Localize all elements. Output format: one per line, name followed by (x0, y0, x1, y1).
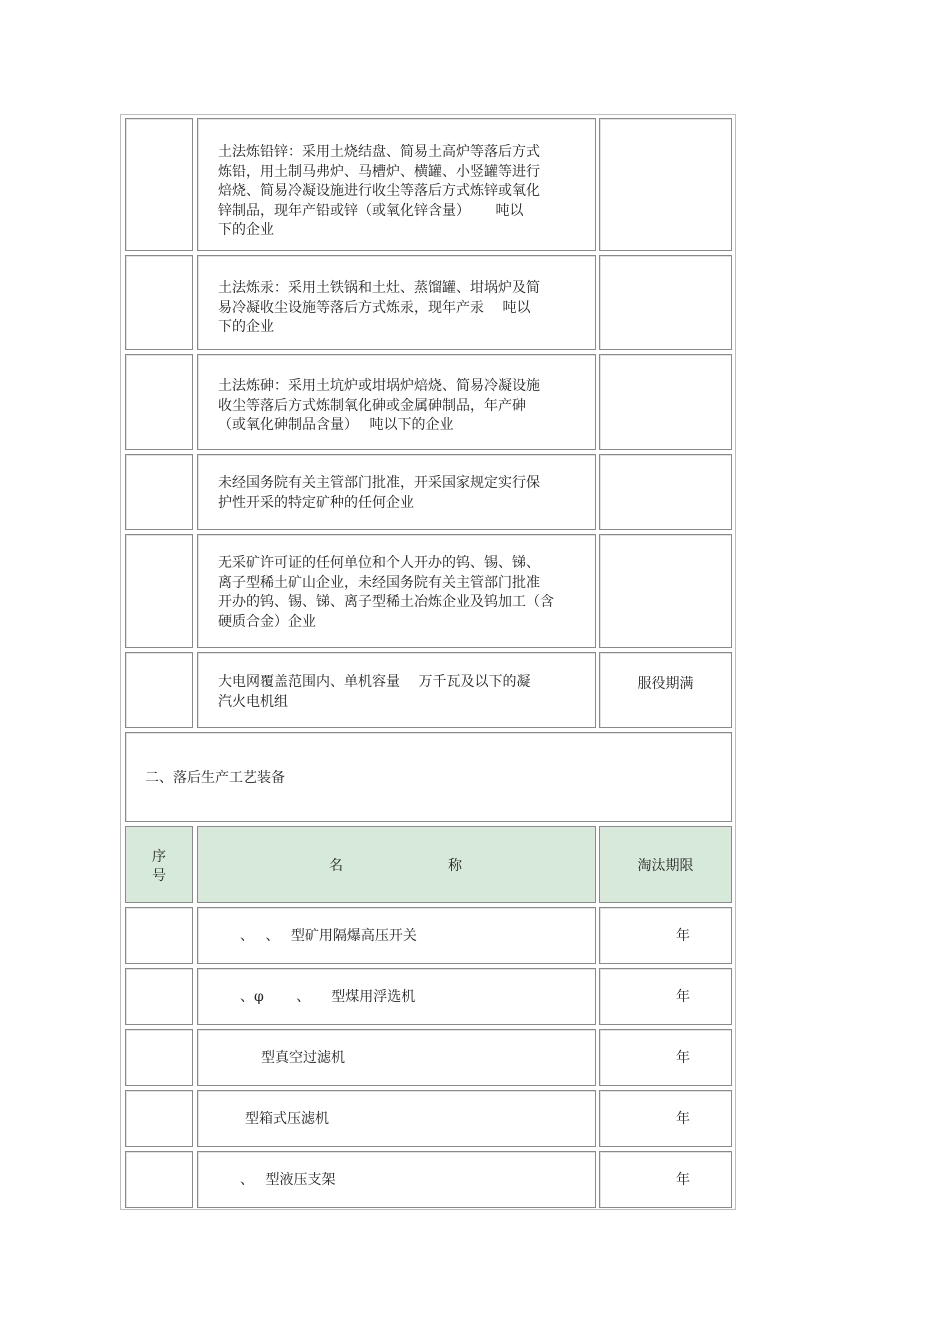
description-cell (197, 255, 596, 350)
header-name-cell (197, 826, 596, 903)
description-cell (197, 118, 596, 251)
description-line: 锌制品，现年产铅或锌（或氧化锌含量） 吨以 (218, 202, 524, 219)
description-line: 离子型稀土矿山企业，未经国务院有关主管部门批准 (218, 574, 540, 591)
description-line: 未经国务院有关主管部门批准，开采国家规定实行保 (218, 475, 540, 491)
description-line: 炼铅，用土制马弗炉、马槽炉、横罐、小竖罐等进行 (218, 163, 540, 180)
header-name-label: 称 (448, 858, 462, 874)
regulation-table (120, 114, 736, 1210)
deadline-cell (599, 1090, 732, 1147)
description-line: 汽火电机组 (218, 693, 288, 710)
row-number-cell (125, 1090, 193, 1147)
deadline-cell (599, 968, 732, 1025)
description-line: 下的企业 (218, 319, 274, 335)
row-number-cell (125, 454, 193, 530)
description-cell (197, 454, 596, 530)
row-number-cell (125, 534, 193, 648)
deadline-cell (599, 255, 732, 350)
section-title: 二、落后生产工艺装备 (145, 770, 285, 786)
description-line: 土法炼铅锌：采用土烧结盘、简易土高炉等落后方式 (218, 144, 540, 160)
header-name-label: 名 (329, 858, 343, 874)
deadline-cell: 服役期满 (599, 652, 732, 728)
equipment-name: 、 、 型矿用隔爆高压开关 (240, 928, 417, 944)
header-number-label: 序 (152, 849, 166, 865)
deadline-cell (599, 118, 732, 251)
description-cell (197, 354, 596, 450)
equipment-name-cell (197, 1151, 596, 1208)
description-line: 开办的钨、锡、锑、离子型稀土冶炼企业及钨加工（含 (218, 594, 554, 610)
deadline-cell (599, 1029, 732, 1086)
description-line: 无采矿许可证的任何单位和个人开办的钨、锡、锑、 (218, 555, 540, 571)
equipment-name: 型真空过滤机 (261, 1050, 345, 1066)
header-number-label: 号 (152, 868, 166, 884)
deadline-value: 年 (676, 1172, 690, 1188)
equipment-name-cell (197, 907, 596, 964)
description-line: 易冷凝收尘设施等落后方式炼汞，现年产汞 吨以 (218, 299, 531, 316)
description-cell (197, 652, 596, 728)
row-number-cell (125, 1029, 193, 1086)
description-line: 收尘等落后方式炼制氧化砷或金属砷制品，年产砷 (218, 397, 526, 414)
equipment-name: 、 型液压支架 (240, 1172, 336, 1188)
row-number-cell (125, 968, 193, 1025)
header-deadline-cell (599, 826, 732, 903)
description-line: 土法炼砷：采用土坑炉或坩埚炉焙烧、简易冷凝设施 (218, 378, 540, 394)
deadline-cell (599, 1151, 732, 1208)
description-line: （或氧化砷制品含量） 吨以下的企业 (218, 417, 454, 433)
section-title-cell (125, 732, 732, 822)
deadline-cell (599, 534, 732, 648)
header-number-cell (125, 826, 193, 903)
description-line: 下的企业 (218, 222, 274, 238)
header-deadline-label: 淘汰期限 (637, 858, 694, 874)
equipment-name: 、φ 、 型煤用浮选机 (240, 989, 416, 1005)
equipment-name-cell (197, 968, 596, 1025)
deadline-cell (599, 354, 732, 450)
equipment-name: 型箱式压滤机 (245, 1111, 329, 1127)
row-number-cell (125, 255, 193, 350)
row-number-cell (125, 1151, 193, 1208)
deadline-value: 年 (676, 989, 690, 1005)
equipment-name-cell (197, 1090, 596, 1147)
row-number-cell (125, 354, 193, 450)
description-line: 护性开采的特定矿种的任何企业 (218, 494, 414, 511)
deadline-cell (599, 454, 732, 530)
deadline-cell (599, 907, 732, 964)
row-number-cell (125, 907, 193, 964)
description-line: 大电网覆盖范围内、单机容量 万千瓦及以下的凝 (218, 674, 531, 690)
row-number-cell (125, 652, 193, 728)
equipment-name-cell (197, 1029, 596, 1086)
description-line: 土法炼汞：采用土铁锅和土灶、蒸馏罐、坩埚炉及简 (218, 280, 540, 296)
row-number-cell (125, 118, 193, 251)
deadline-value: 年 (676, 1050, 690, 1066)
deadline-value: 年 (676, 1111, 690, 1127)
description-cell (197, 534, 596, 648)
description-line: 焙烧、简易冷凝设施进行收尘等落后方式炼锌或氧化 (218, 183, 540, 199)
deadline-value: 年 (676, 928, 690, 944)
description-line: 硬质合金）企业 (218, 613, 316, 630)
